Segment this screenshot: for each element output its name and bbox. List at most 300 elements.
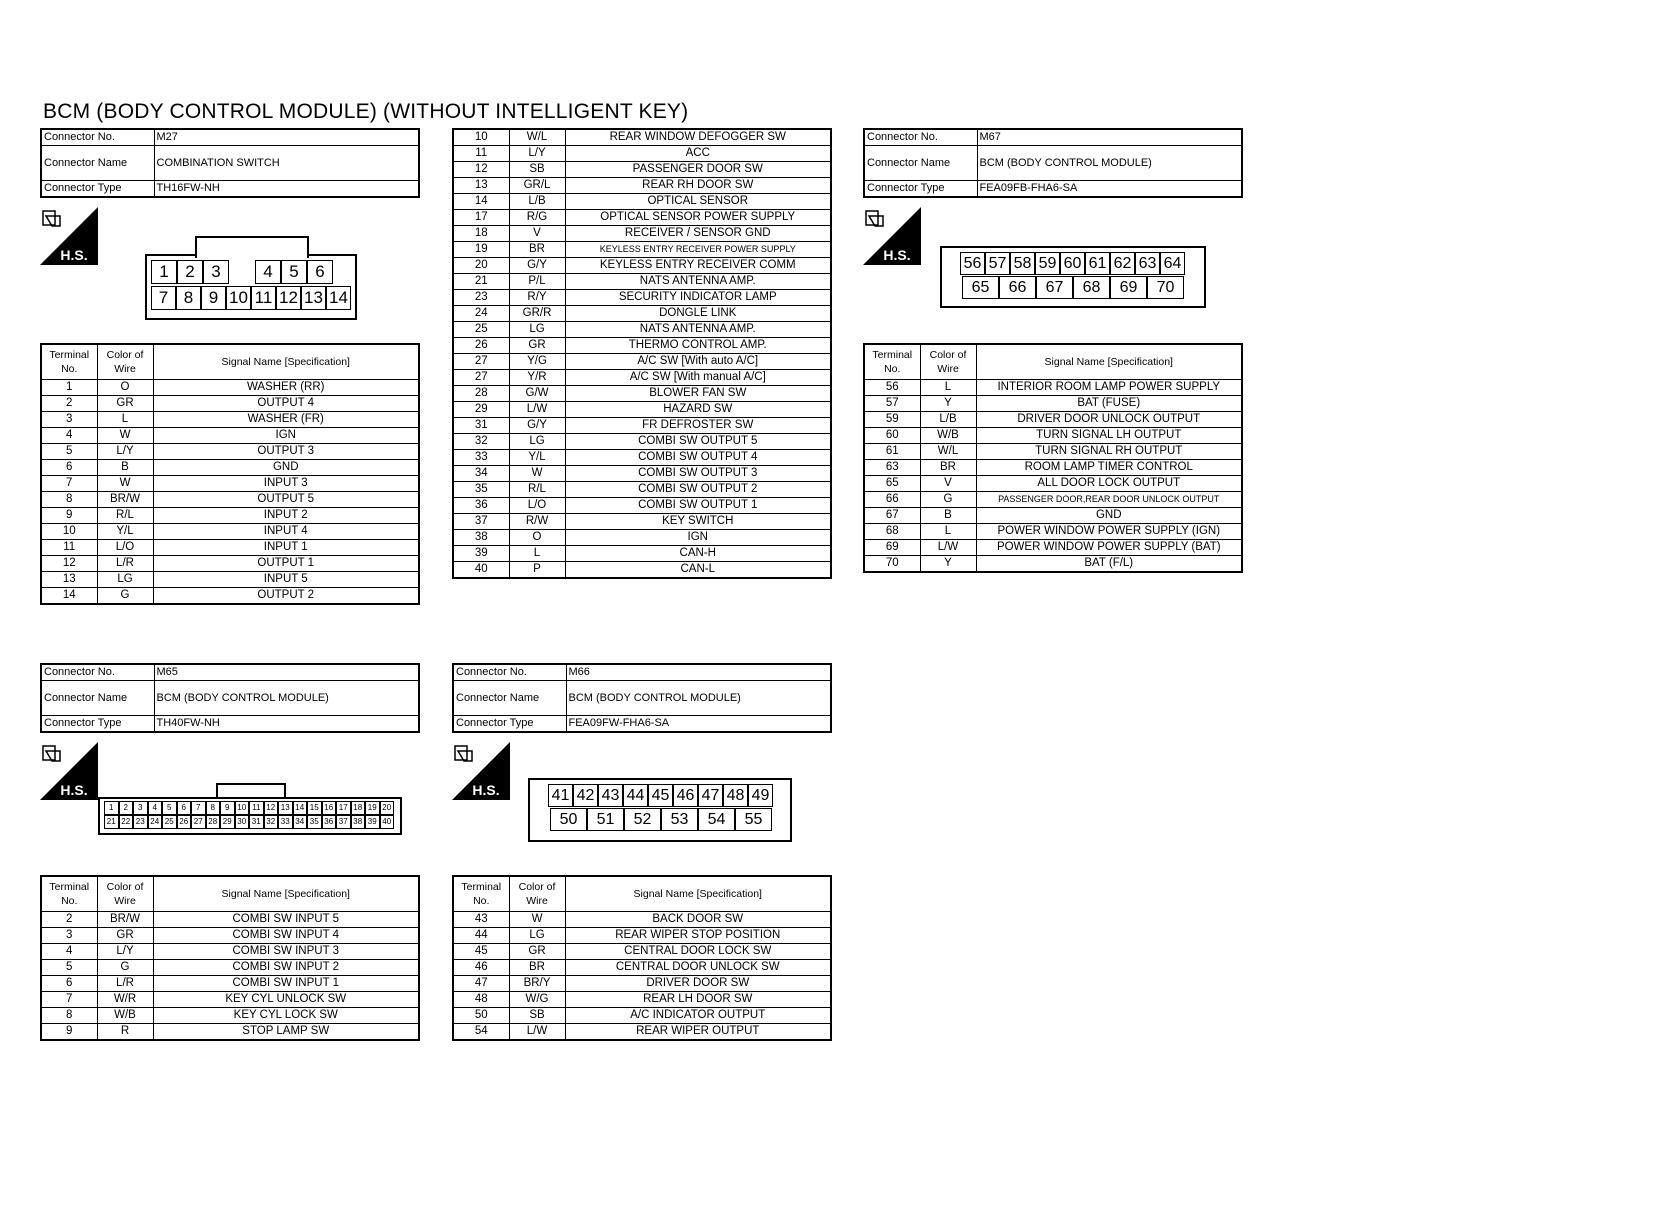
wire-color: L bbox=[97, 412, 153, 428]
connector-pin: 12 bbox=[264, 801, 279, 815]
wire-color: O bbox=[97, 380, 153, 396]
connector-type-label: Connector Type bbox=[453, 716, 566, 733]
wire-color: V bbox=[509, 226, 565, 242]
table-row bbox=[864, 508, 1242, 524]
hs-label: H.S. bbox=[60, 782, 88, 798]
signal-name: GND bbox=[153, 460, 419, 476]
connector-name-label: Connector Name bbox=[453, 681, 566, 716]
wire-color: G/Y bbox=[509, 258, 565, 274]
signal-name: COMBI SW OUTPUT 3 bbox=[565, 466, 831, 482]
connector-pin: 7 bbox=[151, 286, 176, 310]
connector-pin: 7 bbox=[191, 801, 206, 815]
signal-name: PASSENGER DOOR SW bbox=[565, 162, 831, 178]
terminal-no: 63 bbox=[864, 460, 920, 476]
connector-pin: 70 bbox=[1147, 276, 1184, 299]
m65-connector-face bbox=[98, 797, 402, 835]
connector-pin: 10 bbox=[226, 286, 251, 310]
signal-name-header: Signal Name [Specification] bbox=[153, 876, 419, 912]
signal-name: TURN SIGNAL LH OUTPUT bbox=[976, 428, 1242, 444]
terminal-no: 14 bbox=[453, 194, 509, 210]
connector-name-value: BCM (BODY CONTROL MODULE) bbox=[566, 681, 831, 716]
terminal-no: 31 bbox=[453, 418, 509, 434]
signal-name: OUTPUT 4 bbox=[153, 396, 419, 412]
table-row bbox=[41, 444, 419, 460]
wire-color: GR bbox=[97, 928, 153, 944]
connector-pin: 55 bbox=[735, 808, 772, 831]
signal-name: KEY SWITCH bbox=[565, 514, 831, 530]
connector-pin: 65 bbox=[962, 276, 999, 299]
signal-name: INPUT 1 bbox=[153, 540, 419, 556]
terminal-no: 35 bbox=[453, 482, 509, 498]
connector-key bbox=[195, 236, 309, 258]
wire-color: B bbox=[97, 460, 153, 476]
wire-color: V bbox=[920, 476, 976, 492]
table-row bbox=[453, 146, 831, 162]
wire-color: L/Y bbox=[97, 444, 153, 460]
terminal-no: 44 bbox=[453, 928, 509, 944]
terminal-no: 59 bbox=[864, 412, 920, 428]
wire-color: BR bbox=[509, 960, 565, 976]
signal-name: GND bbox=[976, 508, 1242, 524]
wire-color: P bbox=[509, 562, 565, 579]
table-row bbox=[453, 434, 831, 450]
connector-no-value: M27 bbox=[154, 129, 419, 146]
table-row bbox=[41, 944, 419, 960]
signal-name: CENTRAL DOOR LOCK SW bbox=[565, 944, 831, 960]
connector-pin: 21 bbox=[104, 815, 119, 829]
table-row bbox=[453, 466, 831, 482]
table-row bbox=[41, 572, 419, 588]
page-title: BCM (BODY CONTROL MODULE) (WITHOUT INTELLIGENT KEY) bbox=[43, 100, 689, 123]
table-row bbox=[41, 428, 419, 444]
wire-color: L/R bbox=[97, 976, 153, 992]
terminal-no: 50 bbox=[453, 1008, 509, 1024]
terminal-no: 48 bbox=[453, 992, 509, 1008]
connector-pin: 33 bbox=[278, 815, 293, 829]
wire-color: W/L bbox=[920, 444, 976, 460]
m65-continued-terminal-table bbox=[452, 128, 832, 579]
wire-color: B bbox=[920, 508, 976, 524]
connector-pin: 3 bbox=[133, 801, 148, 815]
table-row bbox=[453, 242, 831, 258]
wire-color: BR bbox=[920, 460, 976, 476]
signal-name: THERMO CONTROL AMP. bbox=[565, 338, 831, 354]
terminal-no: 47 bbox=[453, 976, 509, 992]
wire-color: R/L bbox=[509, 482, 565, 498]
table-row bbox=[864, 412, 1242, 428]
wire-color: BR/W bbox=[97, 492, 153, 508]
m67-connector-face bbox=[940, 246, 1206, 308]
table-row bbox=[864, 556, 1242, 573]
connector-pin: 3 bbox=[203, 260, 229, 284]
terminal-no: 23 bbox=[453, 290, 509, 306]
harness-side-icon bbox=[40, 207, 98, 265]
table-row bbox=[453, 129, 831, 146]
signal-name: OPTICAL SENSOR POWER SUPPLY bbox=[565, 210, 831, 226]
signal-name: INPUT 4 bbox=[153, 524, 419, 540]
connector-pin: 43 bbox=[598, 784, 623, 807]
signal-name: KEY CYL UNLOCK SW bbox=[153, 992, 419, 1008]
connector-pin: 66 bbox=[999, 276, 1036, 299]
connector-pin: 42 bbox=[573, 784, 598, 807]
connector-pin: 23 bbox=[133, 815, 148, 829]
connector-pin: 29 bbox=[220, 815, 235, 829]
terminal-no: 10 bbox=[453, 129, 509, 146]
table-row bbox=[41, 556, 419, 572]
connector-pin: 34 bbox=[293, 815, 308, 829]
wire-color: L/O bbox=[509, 498, 565, 514]
table-row bbox=[41, 508, 419, 524]
blank-pin-cavity bbox=[229, 260, 255, 284]
table-row bbox=[41, 992, 419, 1008]
wire-color: R/Y bbox=[509, 290, 565, 306]
connector-pin: 11 bbox=[251, 286, 276, 310]
wire-color: SB bbox=[509, 1008, 565, 1024]
terminal-no: 9 bbox=[41, 1024, 97, 1041]
signal-name: CAN-H bbox=[565, 546, 831, 562]
connector-no-label: Connector No. bbox=[41, 129, 154, 146]
connector-type-value: FEA09FW-FHA6-SA bbox=[566, 716, 831, 733]
m65-terminal-table bbox=[40, 875, 420, 1041]
terminal-no: 25 bbox=[453, 322, 509, 338]
table-row bbox=[864, 460, 1242, 476]
terminal-no: 6 bbox=[41, 976, 97, 992]
wire-color: R bbox=[97, 1024, 153, 1041]
wire-color: SB bbox=[509, 162, 565, 178]
connector-pin: 46 bbox=[673, 784, 698, 807]
signal-name: WASHER (RR) bbox=[153, 380, 419, 396]
wire-color: L/W bbox=[920, 540, 976, 556]
connector-pin: 45 bbox=[648, 784, 673, 807]
connector-name-label: Connector Name bbox=[864, 146, 977, 181]
table-row bbox=[864, 444, 1242, 460]
table-row bbox=[41, 1008, 419, 1024]
signal-name: KEY CYL LOCK SW bbox=[153, 1008, 419, 1024]
wire-color: LG bbox=[509, 322, 565, 338]
terminal-no: 6 bbox=[41, 460, 97, 476]
wire-color: L bbox=[920, 524, 976, 540]
terminal-no: 38 bbox=[453, 530, 509, 546]
connector-pin: 12 bbox=[276, 286, 301, 310]
signal-name: BACK DOOR SW bbox=[565, 912, 831, 928]
table-row bbox=[864, 540, 1242, 556]
terminal-no: 57 bbox=[864, 396, 920, 412]
connector-pin: 68 bbox=[1073, 276, 1110, 299]
signal-name: DRIVER DOOR UNLOCK OUTPUT bbox=[976, 412, 1242, 428]
terminal-no: 17 bbox=[453, 210, 509, 226]
connector-type-value: TH40FW-NH bbox=[154, 716, 419, 733]
signal-name: INPUT 2 bbox=[153, 508, 419, 524]
wire-color: Y bbox=[920, 556, 976, 573]
table-row bbox=[41, 476, 419, 492]
connector-pin: 48 bbox=[723, 784, 748, 807]
connector-no-value: M67 bbox=[977, 129, 1242, 146]
wire-color: W/B bbox=[97, 1008, 153, 1024]
signal-name: COMBI SW INPUT 5 bbox=[153, 912, 419, 928]
terminal-no: 10 bbox=[41, 524, 97, 540]
signal-name: REAR LH DOOR SW bbox=[565, 992, 831, 1008]
wire-color: O bbox=[509, 530, 565, 546]
terminal-no: 7 bbox=[41, 992, 97, 1008]
table-row bbox=[453, 402, 831, 418]
connector-pin: 2 bbox=[177, 260, 203, 284]
connector-pin: 26 bbox=[177, 815, 192, 829]
terminal-no: 29 bbox=[453, 402, 509, 418]
terminal-no: 7 bbox=[41, 476, 97, 492]
terminal-no: 32 bbox=[453, 434, 509, 450]
connector-pin: 17 bbox=[336, 801, 351, 815]
terminal-no: 21 bbox=[453, 274, 509, 290]
connector-no-label: Connector No. bbox=[453, 664, 566, 681]
connector-pin: 4 bbox=[148, 801, 163, 815]
signal-name: ROOM LAMP TIMER CONTROL bbox=[976, 460, 1242, 476]
wire-color: G/Y bbox=[509, 418, 565, 434]
connector-pin: 67 bbox=[1036, 276, 1073, 299]
table-row bbox=[453, 928, 831, 944]
signal-name: BAT (FUSE) bbox=[976, 396, 1242, 412]
wire-color: W/R bbox=[97, 992, 153, 1008]
terminal-no: 45 bbox=[453, 944, 509, 960]
wire-color: BR/W bbox=[97, 912, 153, 928]
table-row bbox=[41, 540, 419, 556]
connector-pin: 38 bbox=[351, 815, 366, 829]
terminal-no: 12 bbox=[41, 556, 97, 572]
terminal-no: 5 bbox=[41, 444, 97, 460]
signal-name: POWER WINDOW POWER SUPPLY (BAT) bbox=[976, 540, 1242, 556]
color-of-wire-header: Color of Wire bbox=[97, 344, 153, 380]
terminal-no: 46 bbox=[453, 960, 509, 976]
table-row bbox=[453, 514, 831, 530]
m66-info bbox=[452, 663, 832, 733]
signal-name-header: Signal Name [Specification] bbox=[976, 344, 1242, 380]
signal-name: REAR WIPER STOP POSITION bbox=[565, 928, 831, 944]
signal-name: A/C SW [With auto A/C] bbox=[565, 354, 831, 370]
connector-pin: 56 bbox=[960, 252, 985, 275]
connector-type-label: Connector Type bbox=[41, 716, 154, 733]
color-of-wire-header: Color of Wire bbox=[509, 876, 565, 912]
connector-pin: 24 bbox=[148, 815, 163, 829]
table-row bbox=[453, 530, 831, 546]
terminal-no: 4 bbox=[41, 428, 97, 444]
table-row bbox=[453, 226, 831, 242]
table-row bbox=[41, 412, 419, 428]
connector-pin: 20 bbox=[380, 801, 395, 815]
m67-info bbox=[863, 128, 1243, 198]
wire-color: G bbox=[97, 960, 153, 976]
terminal-no: 9 bbox=[41, 508, 97, 524]
wire-color: R/G bbox=[509, 210, 565, 226]
signal-name-header: Signal Name [Specification] bbox=[153, 344, 419, 380]
connector-pin: 9 bbox=[220, 801, 235, 815]
table-row bbox=[453, 178, 831, 194]
connector-name-value: BCM (BODY CONTROL MODULE) bbox=[977, 146, 1242, 181]
wire-color: BR bbox=[509, 242, 565, 258]
wire-color: GR/L bbox=[509, 178, 565, 194]
table-row bbox=[453, 210, 831, 226]
signal-name: KEYLESS ENTRY RECEIVER POWER SUPPLY bbox=[565, 242, 831, 258]
signal-name: REAR RH DOOR SW bbox=[565, 178, 831, 194]
wire-color: Y/G bbox=[509, 354, 565, 370]
signal-name: HAZARD SW bbox=[565, 402, 831, 418]
terminal-no: 61 bbox=[864, 444, 920, 460]
signal-name: ALL DOOR LOCK OUTPUT bbox=[976, 476, 1242, 492]
connector-pin: 35 bbox=[307, 815, 322, 829]
table-row bbox=[453, 482, 831, 498]
terminal-no: 1 bbox=[41, 380, 97, 396]
terminal-no-header: Terminal No. bbox=[41, 876, 97, 912]
connector-pin: 64 bbox=[1160, 252, 1185, 275]
connector-pin: 51 bbox=[587, 808, 624, 831]
table-row bbox=[453, 290, 831, 306]
terminal-no: 70 bbox=[864, 556, 920, 573]
table-row bbox=[453, 546, 831, 562]
connector-pin: 44 bbox=[623, 784, 648, 807]
wire-color: L bbox=[920, 380, 976, 396]
connector-pin: 6 bbox=[307, 260, 333, 284]
table-row bbox=[41, 1024, 419, 1041]
signal-name: OUTPUT 2 bbox=[153, 588, 419, 605]
terminal-no: 69 bbox=[864, 540, 920, 556]
terminal-no: 60 bbox=[864, 428, 920, 444]
signal-name: COMBI SW INPUT 4 bbox=[153, 928, 419, 944]
wire-color: W bbox=[97, 476, 153, 492]
table-row bbox=[453, 418, 831, 434]
terminal-no: 2 bbox=[41, 912, 97, 928]
signal-name: DONGLE LINK bbox=[565, 306, 831, 322]
table-row bbox=[41, 492, 419, 508]
terminal-no: 2 bbox=[41, 396, 97, 412]
table-row bbox=[41, 928, 419, 944]
table-row bbox=[864, 396, 1242, 412]
connector-pin: 30 bbox=[235, 815, 250, 829]
terminal-no: 4 bbox=[41, 944, 97, 960]
connector-pin: 28 bbox=[206, 815, 221, 829]
table-row bbox=[453, 306, 831, 322]
connector-no-label: Connector No. bbox=[41, 664, 154, 681]
signal-name: COMBI SW INPUT 3 bbox=[153, 944, 419, 960]
hs-label: H.S. bbox=[60, 247, 88, 263]
terminal-no: 33 bbox=[453, 450, 509, 466]
connector-pin: 27 bbox=[191, 815, 206, 829]
terminal-no: 34 bbox=[453, 466, 509, 482]
connector-name-label: Connector Name bbox=[41, 146, 154, 181]
terminal-no: 24 bbox=[453, 306, 509, 322]
connector-pin: 6 bbox=[177, 801, 192, 815]
terminal-no: 5 bbox=[41, 960, 97, 976]
color-of-wire-header: Color of Wire bbox=[920, 344, 976, 380]
signal-name: COMBI SW OUTPUT 4 bbox=[565, 450, 831, 466]
wire-color: Y/R bbox=[509, 370, 565, 386]
signal-name: COMBI SW OUTPUT 1 bbox=[565, 498, 831, 514]
terminal-no: 8 bbox=[41, 492, 97, 508]
wire-color: GR bbox=[509, 338, 565, 354]
signal-name: A/C SW [With manual A/C] bbox=[565, 370, 831, 386]
terminal-no: 40 bbox=[453, 562, 509, 579]
connector-no-label: Connector No. bbox=[864, 129, 977, 146]
connector-pin: 47 bbox=[698, 784, 723, 807]
connector-pin: 36 bbox=[322, 815, 337, 829]
table-row bbox=[453, 370, 831, 386]
m65-info bbox=[40, 663, 420, 733]
terminal-no: 26 bbox=[453, 338, 509, 354]
harness-side-icon bbox=[452, 742, 510, 800]
wire-color: W bbox=[509, 912, 565, 928]
connector-pin: 37 bbox=[336, 815, 351, 829]
connector-pin: 8 bbox=[176, 286, 201, 310]
signal-name: POWER WINDOW POWER SUPPLY (IGN) bbox=[976, 524, 1242, 540]
wire-color: L bbox=[509, 546, 565, 562]
wire-color: W/L bbox=[509, 129, 565, 146]
connector-no-value: M66 bbox=[566, 664, 831, 681]
wire-color: BR/Y bbox=[509, 976, 565, 992]
connector-pin: 63 bbox=[1135, 252, 1160, 275]
connector-pin: 31 bbox=[249, 815, 264, 829]
table-row bbox=[41, 396, 419, 412]
signal-name: CAN-L bbox=[565, 562, 831, 579]
connector-pin: 39 bbox=[365, 815, 380, 829]
signal-name: INPUT 3 bbox=[153, 476, 419, 492]
table-row bbox=[41, 912, 419, 928]
signal-name: KEYLESS ENTRY RECEIVER COMM bbox=[565, 258, 831, 274]
connector-pin: 69 bbox=[1110, 276, 1147, 299]
signal-name: INTERIOR ROOM LAMP POWER SUPPLY bbox=[976, 380, 1242, 396]
hs-label: H.S. bbox=[472, 782, 500, 798]
connector-pin: 49 bbox=[748, 784, 773, 807]
connector-pin: 22 bbox=[119, 815, 134, 829]
signal-name: OUTPUT 3 bbox=[153, 444, 419, 460]
signal-name: COMBI SW OUTPUT 2 bbox=[565, 482, 831, 498]
table-row bbox=[41, 960, 419, 976]
wire-color: GR/R bbox=[509, 306, 565, 322]
signal-name: STOP LAMP SW bbox=[153, 1024, 419, 1041]
terminal-no: 12 bbox=[453, 162, 509, 178]
table-row bbox=[864, 380, 1242, 396]
table-row bbox=[453, 258, 831, 274]
wire-color: G bbox=[920, 492, 976, 508]
wire-color: Y/L bbox=[97, 524, 153, 540]
connector-pin: 19 bbox=[365, 801, 380, 815]
terminal-no: 13 bbox=[41, 572, 97, 588]
wire-color: W/B bbox=[920, 428, 976, 444]
m66-connector-face bbox=[528, 778, 792, 842]
signal-name: OUTPUT 5 bbox=[153, 492, 419, 508]
connector-pin: 18 bbox=[351, 801, 366, 815]
terminal-no: 8 bbox=[41, 1008, 97, 1024]
terminal-no: 43 bbox=[453, 912, 509, 928]
wire-color: W/G bbox=[509, 992, 565, 1008]
table-row bbox=[864, 476, 1242, 492]
signal-name: BLOWER FAN SW bbox=[565, 386, 831, 402]
connector-pin: 53 bbox=[661, 808, 698, 831]
connector-no-value: M65 bbox=[154, 664, 419, 681]
wire-color: P/L bbox=[509, 274, 565, 290]
table-row bbox=[453, 194, 831, 210]
wire-color: L/W bbox=[509, 1024, 565, 1041]
table-row bbox=[41, 976, 419, 992]
signal-name: IGN bbox=[153, 428, 419, 444]
signal-name: CENTRAL DOOR UNLOCK SW bbox=[565, 960, 831, 976]
hs-label: H.S. bbox=[883, 247, 911, 263]
terminal-no: 56 bbox=[864, 380, 920, 396]
signal-name: BAT (F/L) bbox=[976, 556, 1242, 573]
terminal-no: 11 bbox=[453, 146, 509, 162]
terminal-no: 13 bbox=[453, 178, 509, 194]
signal-name-header: Signal Name [Specification] bbox=[565, 876, 831, 912]
connector-pin: 52 bbox=[624, 808, 661, 831]
signal-name: OUTPUT 1 bbox=[153, 556, 419, 572]
connector-pin: 58 bbox=[1010, 252, 1035, 275]
signal-name: REAR WIPER OUTPUT bbox=[565, 1024, 831, 1041]
